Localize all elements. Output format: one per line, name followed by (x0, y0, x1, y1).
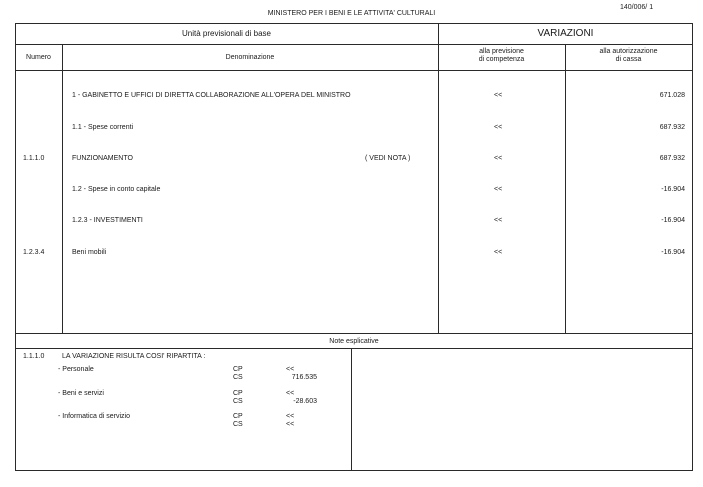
table-body-bottom (15, 333, 693, 334)
note-cs-value: 716.535 (291, 374, 317, 381)
table-bottom-border (15, 470, 693, 471)
note-cp-label: CP (233, 390, 243, 397)
note-cp-label: CP (233, 366, 243, 373)
note-cs-value: -28.603 (293, 398, 317, 405)
column-header-denominazione: Denominazione (225, 54, 275, 61)
row-denominazione: 1 - GABINETTO E UFFICI DI DIRETTA COLLABORAZIONE ALL'OPERA DEL MINISTRO (72, 92, 351, 99)
row-denominazione: 1.2 - Spese in conto capitale (72, 186, 161, 193)
row-cassa: -16.904 (661, 249, 685, 256)
row-cassa: 687.932 (659, 155, 685, 162)
notes-title: Note esplicative (329, 338, 379, 345)
ministry-header: MINISTERO PER I BENI E LE ATTIVITA' CULTURALI (267, 10, 436, 17)
group-header-divider (15, 44, 693, 45)
row-denominazione: 1.2.3 - INVESTIMENTI (72, 217, 143, 224)
row-cassa: -16.904 (661, 186, 685, 193)
row-denominazione: Beni mobili (72, 249, 107, 256)
table-top-border (15, 23, 693, 24)
numero-column-divider (62, 44, 63, 334)
row-numero: 1.2.3.4 (23, 249, 45, 256)
note-cs-label: CS (233, 421, 243, 428)
notes-intro: LA VARIAZIONE RISULTA COSI' RIPARTITA : (62, 353, 206, 360)
column-header-cassa: alla autorizzazione di cassa (599, 48, 658, 63)
column-header-numero: Numero (26, 54, 51, 61)
notes-column-divider (351, 348, 352, 471)
note-cp-value: << (286, 413, 295, 420)
note-cs-label: CS (233, 374, 243, 381)
row-denominazione: FUNZIONAMENTO (72, 155, 133, 162)
group-header-variazioni: VARIAZIONI (537, 28, 594, 39)
note-item-label: - Informatica di servizio (58, 413, 130, 420)
row-cassa: 671.028 (659, 92, 685, 99)
row-competenza: << (494, 92, 503, 99)
table-left-border (15, 23, 16, 471)
page-code: 140/006/ 1 (620, 4, 654, 11)
row-competenza: << (494, 186, 503, 193)
note-cs-label: CS (233, 398, 243, 405)
note-cs-value: << (286, 421, 295, 428)
row-cassa: -16.904 (661, 217, 685, 224)
row-denominazione: 1.1 - Spese correnti (72, 124, 134, 131)
notes-title-divider (15, 348, 693, 349)
row-nota: ( VEDI NOTA ) (365, 155, 411, 162)
competenza-column-divider (565, 44, 566, 334)
row-competenza: << (494, 155, 503, 162)
notes-numero: 1.1.1.0 (23, 353, 45, 360)
column-header-divider (15, 70, 693, 71)
note-item-label: - Beni e servizi (58, 390, 104, 397)
note-cp-value: << (286, 366, 295, 373)
group-header-left: Unità previsionali di base (182, 29, 271, 38)
row-competenza: << (494, 217, 503, 224)
row-competenza: << (494, 249, 503, 256)
note-item-label: - Personale (58, 366, 94, 373)
note-cp-value: << (286, 390, 295, 397)
denominazione-column-divider (438, 23, 439, 334)
row-numero: 1.1.1.0 (23, 155, 45, 162)
note-cp-label: CP (233, 413, 243, 420)
table-right-border (692, 23, 693, 471)
column-header-competenza: alla previsione di competenza (478, 48, 525, 63)
row-cassa: 687.932 (659, 124, 685, 131)
row-competenza: << (494, 124, 503, 131)
